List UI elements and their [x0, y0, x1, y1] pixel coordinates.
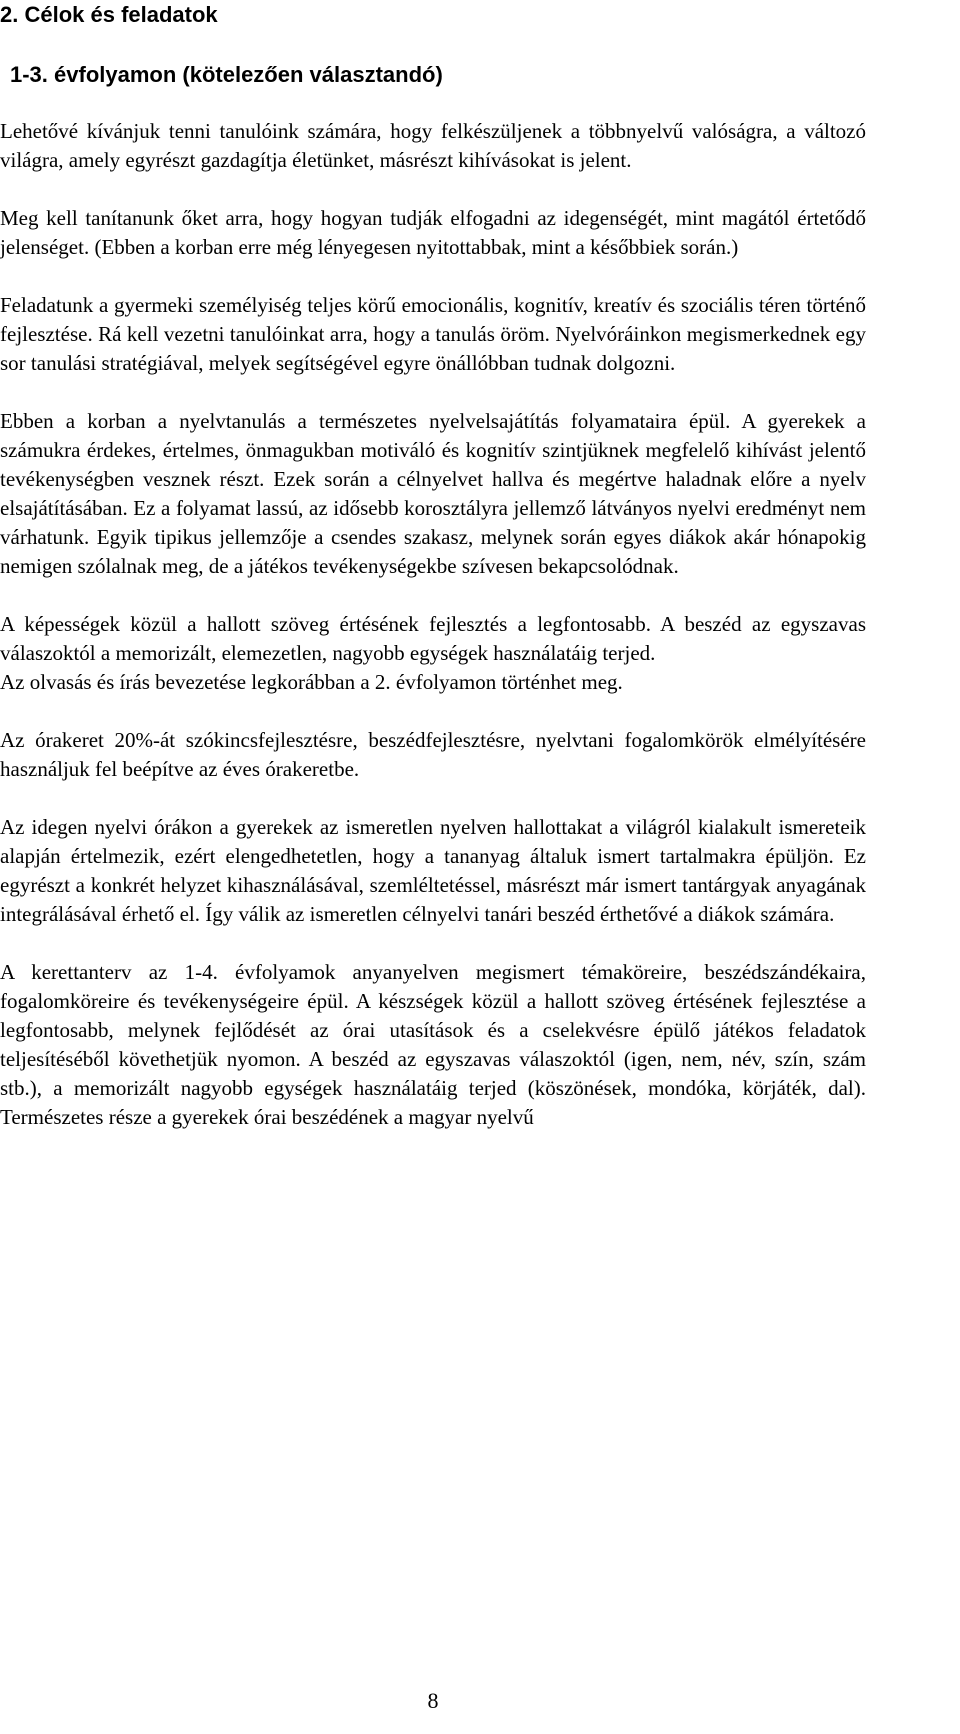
- body-text: [0, 117, 866, 1161]
- paragraph-time-allocation: Az órakeret 20%-át szókincsfejlesztésre, beszédfejlesztésre, nyelvtani fogalomkörök elmélyítésére használjuk fel beépítve az éves órakeretbe.: [0, 728, 866, 781]
- paragraph-listening-skills: A képességek közül a hallott szöveg értésének fejlesztés a legfontosabb. A beszéd az egyszavas válaszoktól a memorizált, elemezetlen, nagyobb egységek használatáig terjed.: [0, 612, 866, 665]
- paragraph-known-content: Az idegen nyelvi órákon a gyerekek az ismeretlen nyelven hallottakat a világról kialakult ismereteik alapján értelmezik, ezért elengedhetetlen, hogy a tananyag általuk ismert tartalmakra épüljön. Ez egyrészt a konkrét helyzet kihasználásával, szemléltetéssel, másrészt már ismert tantárgyak anyagának integrálásával érhető el. Így válik az ismeretlen célnyelvi tanári beszéd érthetővé a diákok számára.: [0, 815, 866, 926]
- paragraph-framework-curriculum: A kerettanterv az 1-4. évfolyamok anyanyelven megismert témaköreire, beszédszándékaira, fogalomköreire és tevékenységeire épül. A készségek közül a hallott szöveg értésének fejlesztése a legfontosabb, melynek fejlődését az órai utasítások és a cselekvésre épülő játékos feladatok teljesítéséből követhetjük nyomon. A beszéd az egyszavas válaszoktól (igen, nem, név, szín, szám stb.), a memorizált nagyobb egységek használatáig terjed (köszönések, mondóka, körjáték, dal). Természetes része a gyerekek órai beszédének a magyar nyelvű: [0, 960, 866, 1129]
- paragraph-otherness: Meg kell tanítanunk őket arra, hogy hogyan tudják elfogadni az idegenségét, mint magától értetődő jelenséget. (Ebben a korban erre még lényegesen nyitottabbak, mint a későbbiek során.): [0, 206, 866, 259]
- paragraph-personality-development: Feladatunk a gyermeki személyiség teljes körű emocionális, kognitív, kreatív és szociális téren történő fejlesztése. Rá kell vezetni tanulóinkat arra, hogy a tanulás öröm. Nyelvóráinkon megismerkednek egy sor tanulási stratégiával, melyek segítségével egyre önállóbban tudnak dolgozni.: [0, 293, 866, 375]
- paragraph-multilingual-reality: Lehetővé kívánjuk tenni tanulóink számára, hogy felkészüljenek a többnyelvű valóságra, a változó világra, amely egyrészt gazdagítja életünket, másrészt kihívásokat is jelent.: [0, 119, 866, 172]
- section-heading: 2. Célok és feladatok: [0, 2, 218, 27]
- paragraph-reading-writing: Az olvasás és írás bevezetése legkorábban a 2. évfolyamon történhet meg.: [0, 670, 623, 694]
- subsection-heading: 1-3. évfolyamon (kötelezően választandó): [10, 62, 443, 87]
- paragraph-natural-acquisition: Ebben a korban a nyelvtanulás a természetes nyelvelsajátítás folyamataira épül. A gyerekek a számukra érdekes, értelmes, önmagukban motiváló és kognitív szintjüknek megfelelő kihívást jelentő tevékenységben vesznek részt. Ezek során a célnyelvet hallva és megértve haladnak előre a nyelv elsajátításában. Ez a folyamat lassú, az idősebb korosztályra jellemző látványos nyelvi eredményt nem várhatunk. Egyik tipikus jellemzője a csendes szakasz, melynek során egyes diákok akár hónapokig nemigen szólalnak meg, de a játékos tevékenységekbe szívesen bekapcsolódnak.: [0, 409, 866, 578]
- page-number: 8: [427, 1688, 439, 1713]
